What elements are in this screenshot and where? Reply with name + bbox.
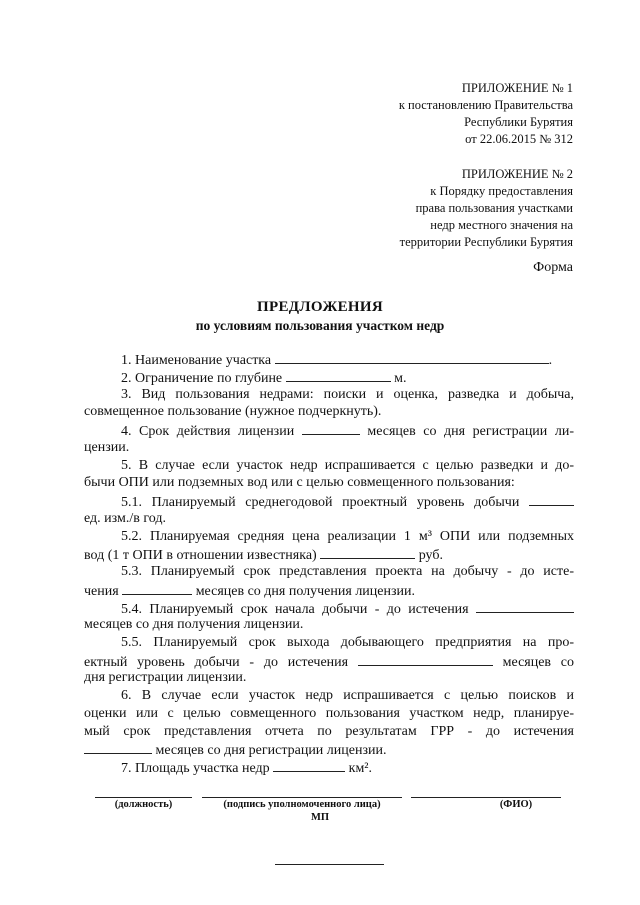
appendix-2-line4: территории Республики Бурятия <box>399 235 573 249</box>
item-5-line2: бычи ОПИ или подземных вод или с целью совмещенного пользования: <box>84 475 515 490</box>
item-3-line1: 3. Вид пользования недрами: поиски и оценка, разведка и добыча, <box>121 387 574 402</box>
name-caption: (ФИО) <box>499 799 533 810</box>
item-6-line2: оценки или с целью совмещенного пользования участком недр, планируе- <box>84 706 574 721</box>
item-5-4-line1: 5.4. Планируемый срок начала добычи - до истечения <box>121 600 574 618</box>
item-4-line2: цензии. <box>84 440 130 455</box>
blank-area[interactable] <box>273 759 345 772</box>
appendix-1-block <box>399 80 573 148</box>
name-line[interactable] <box>411 797 561 798</box>
item-5-1-line1: 5.1. Планируемый среднегодовой проектный уровень добычи <box>121 493 574 511</box>
blank-price[interactable] <box>320 546 415 559</box>
appendix-1-line2: Республики Бурятия <box>464 115 573 129</box>
form-label: Форма <box>533 260 573 275</box>
item-5-5-line2: ектный уровень добычи - до истечения месяцев со <box>84 655 575 670</box>
item-5-5-line1: 5.5. Планируемый срок выхода добывающего предприятия на про- <box>121 635 574 650</box>
item-6-line1: 6. В случае если участок недр испрашивается с целью поисков и <box>121 688 574 703</box>
appendix-2-block <box>400 166 573 251</box>
item-5-4-line2: месяцев со дня получения лицензии. <box>84 617 304 632</box>
blank-production-start[interactable] <box>476 600 574 613</box>
bottom-divider <box>275 864 384 865</box>
blank-output-term[interactable] <box>358 653 493 666</box>
appendix-1-title: ПРИЛОЖЕНИЕ № 1 <box>461 81 573 95</box>
blank-report-term[interactable] <box>84 741 152 754</box>
position-line[interactable] <box>95 797 192 798</box>
appendix-2-line3: недр местного значения на <box>430 218 573 232</box>
appendix-2-line1: к Порядку предоставления <box>430 184 573 198</box>
appendix-2-line2: права пользования участками <box>415 201 573 215</box>
blank-production-level[interactable] <box>529 493 574 506</box>
position-caption: (должность) <box>114 799 173 810</box>
item-6-line3: мый срок представления отчета по результатам ГРР - до истечения <box>84 724 574 739</box>
blank-site-name[interactable] <box>275 351 549 364</box>
item-1: 1. Наименование участка . <box>121 353 553 368</box>
item-3-line2: совмещенное пользование (нужное подчеркнуть). <box>84 404 382 419</box>
item-5-3-line2: чения месяцев со дня получения лицензии. <box>84 584 416 599</box>
item-6-line4: месяцев со дня регистрации лицензии. <box>84 741 574 759</box>
blank-license-term[interactable] <box>302 422 360 435</box>
appendix-1-line1: к постановлению Правительства <box>398 98 573 112</box>
item-5-2-line2: вод (1 т ОПИ в отношении известняка) руб. <box>84 548 443 563</box>
item-4-line1: 4. Срок действия лицензии месяцев со дня регистрации ли- <box>121 424 574 439</box>
signature-line[interactable] <box>202 797 402 798</box>
appendix-2-title: ПРИЛОЖЕНИЕ № 2 <box>461 167 573 181</box>
item-5-1-line2: ед. изм./в год. <box>84 511 166 526</box>
item-7: 7. Площадь участка недр км². <box>121 761 372 776</box>
seal-label: МП <box>310 812 330 823</box>
item-5-line1: 5. В случае если участок недр испрашивается с целью разведки и до- <box>121 458 574 473</box>
item-5-3-line1: 5.3. Планируемый срок представления проекта на добычу - до исте- <box>121 564 574 579</box>
appendix-1-line3: от 22.06.2015 № 312 <box>465 132 573 146</box>
item-2: 2. Ограничение по глубине м. <box>121 371 407 386</box>
signature-caption: (подпись уполномоченного лица) <box>223 799 381 810</box>
document-subtitle: по условиям пользования участком недр <box>195 318 445 333</box>
blank-depth[interactable] <box>286 369 391 382</box>
blank-project-term[interactable] <box>122 582 192 595</box>
document-title: ПРЕДЛОЖЕНИЯ <box>257 299 383 315</box>
item-5-5-line3: дня регистрации лицензии. <box>84 670 247 685</box>
item-5-2-line1: 5.2. Планируемая средняя цена реализации 1 м³ ОПИ или подземных <box>121 529 574 544</box>
